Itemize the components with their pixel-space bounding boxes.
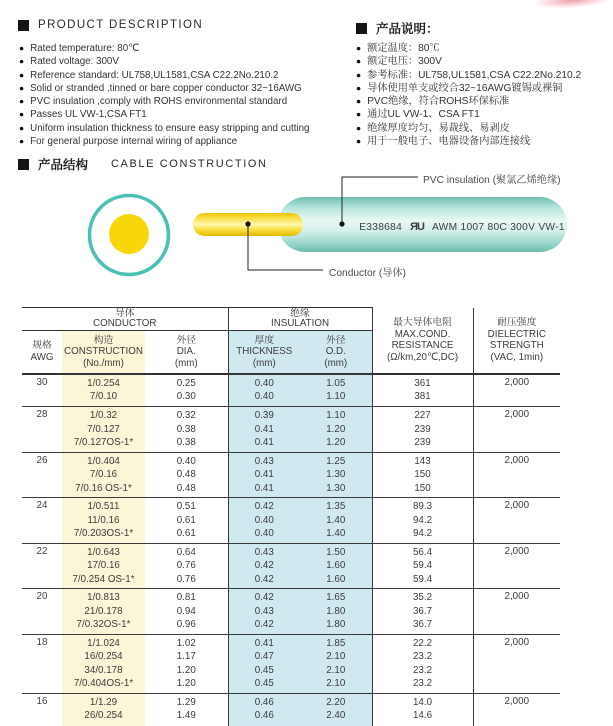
spec-item-text: Rated voltage: 300V	[30, 55, 119, 68]
spec-item	[356, 55, 581, 68]
column-header-dia	[145, 331, 228, 374]
conductor-leader-dot	[245, 221, 250, 226]
ul-recognized-icon: ЯU	[410, 221, 424, 233]
cell-line: 7/0.203OS-1*	[62, 527, 145, 541]
column-header-thickness	[228, 331, 300, 374]
spec-item	[19, 135, 310, 148]
cell-line: 0.38	[145, 436, 228, 450]
cell-line: 22.2	[373, 637, 473, 651]
cell-line: 7/0.32OS-1*	[62, 618, 145, 632]
header-line: 构造	[62, 335, 145, 347]
header-line: (VAC, 1min)	[474, 352, 561, 364]
cell-line: 23.2	[373, 650, 473, 664]
cell-line: 0.41	[229, 637, 301, 651]
cell-line: 0.40	[229, 514, 301, 528]
bullet-icon: ●	[356, 55, 361, 68]
spec-item	[19, 108, 310, 121]
cell-line: 7/0.16	[62, 468, 145, 482]
cell-line: 1/0.404	[62, 455, 145, 469]
construction-cell	[62, 693, 145, 726]
spec-item-text: 额定电压：300V	[367, 55, 442, 68]
bullet-icon: ●	[19, 55, 24, 68]
cell-line: 2.10	[300, 650, 372, 664]
cell-line: 2.10	[300, 664, 372, 678]
dielectric-cell: 2,000	[473, 634, 560, 693]
bullet-icon: ●	[19, 95, 24, 108]
section-square-icon	[356, 23, 367, 34]
spec-item	[356, 108, 581, 121]
header-line: 外径	[145, 335, 228, 347]
cell-line: 7/0.404OS-1*	[62, 677, 145, 691]
resistance-cell	[372, 407, 473, 453]
dielectric-cell: 2,000	[473, 693, 560, 726]
cell-line: 1.85	[300, 637, 372, 651]
cell-line: 381	[373, 390, 473, 404]
bullet-icon: ●	[356, 82, 361, 95]
cell-line: 36.7	[373, 618, 473, 632]
awg-cell: 28	[22, 407, 62, 453]
spec-item-text: Reference standard: UL758,UL1581,CSA C22.2No.210.2	[30, 69, 278, 82]
resistance-cell	[372, 543, 473, 589]
cell-line: 1.40	[300, 514, 372, 528]
product-description-title: PRODUCT DESCRIPTION	[38, 19, 203, 31]
cell-line: 0.42	[229, 500, 301, 514]
spec-item	[19, 95, 310, 108]
bullet-icon: ●	[356, 108, 361, 121]
cell-line: 227	[373, 409, 473, 423]
dielectric-cell: 2,000	[473, 407, 560, 453]
cell-line: 21/0.178	[62, 605, 145, 619]
spec-item	[19, 42, 310, 55]
cell-line: 1.29	[145, 696, 228, 710]
cell-line: 0.38	[145, 423, 228, 437]
product-description-title-zh: 产品说明：	[376, 19, 439, 37]
cell-line: 0.41	[229, 482, 301, 496]
spec-item-text: 导体使用单支或绞合32~16AWG镀锡或裸铜	[367, 82, 562, 95]
cross-section-conductor-core	[109, 214, 149, 254]
cell-line: 0.40	[229, 377, 301, 391]
cell-line: 7/0.127OS-1*	[62, 436, 145, 450]
column-header-construction	[62, 331, 145, 374]
spec-item-text: 额定温度：80℃	[367, 42, 439, 55]
cell-line: 1/0.254	[62, 377, 145, 391]
spec-item-text: Passes UL VW-1,CSA FT1	[30, 108, 147, 121]
header-line: 导体	[22, 309, 228, 320]
resistance-cell	[372, 374, 473, 407]
header-line: (mm)	[145, 358, 228, 370]
od-cell	[300, 543, 372, 589]
spec-item	[356, 82, 581, 95]
cell-line: 11/0.16	[62, 514, 145, 528]
resistance-cell	[372, 452, 473, 498]
cell-line: 1.65	[300, 591, 372, 605]
cell-line: 26/0.254	[62, 709, 145, 723]
cell-line: 94.2	[373, 514, 473, 528]
spec-table-head	[22, 308, 560, 374]
cell-line: 0.76	[145, 573, 228, 587]
conductor-label: Conductor (导体)	[329, 264, 406, 279]
spec-item-text: 用于一般电子、电器设备内部连接线	[367, 135, 530, 148]
dia-cell	[145, 589, 228, 635]
thickness-cell	[228, 452, 300, 498]
cell-line: 16/0.254	[62, 650, 145, 664]
cell-line: 1/0.32	[62, 409, 145, 423]
cell-line: 1.20	[300, 423, 372, 437]
cell-line: 1.20	[145, 664, 228, 678]
dia-cell	[145, 543, 228, 589]
bullet-icon: ●	[19, 82, 24, 95]
header-line: 绝缘	[229, 309, 372, 320]
dielectric-cell: 2,000	[473, 543, 560, 589]
dia-cell	[145, 693, 228, 726]
cell-line: 1.20	[300, 436, 372, 450]
cell-line: 239	[373, 423, 473, 437]
column-header-dielectric	[473, 308, 560, 374]
resistance-cell	[372, 634, 473, 693]
spec-item	[356, 135, 581, 148]
product-description-list-en	[19, 42, 310, 148]
spec-item-text: 通过UL VW-1、CSA FT1	[367, 108, 480, 121]
cell-line: 1/0.643	[62, 546, 145, 560]
spec-item	[356, 95, 581, 108]
cell-line: 0.96	[145, 618, 228, 632]
cell-line: 0.48	[145, 468, 228, 482]
bullet-icon: ●	[356, 135, 361, 148]
spec-item	[356, 69, 581, 82]
header-line: DIELECTRIC	[474, 329, 561, 341]
spec-item-text: PVC绝缘，符合ROHS环保标准	[367, 95, 509, 108]
cell-line: 2.10	[300, 677, 372, 691]
section-square-icon	[18, 20, 29, 31]
cable-print-marking	[348, 221, 576, 233]
cell-line: 0.64	[145, 546, 228, 560]
product-description-header	[18, 19, 203, 31]
cell-line: 1.30	[300, 482, 372, 496]
cell-line: 0.43	[229, 605, 301, 619]
od-cell	[300, 374, 372, 407]
cable-construction-title-zh: 产品结构	[38, 155, 88, 173]
dia-cell	[145, 634, 228, 693]
od-cell	[300, 693, 372, 726]
thickness-cell	[228, 374, 300, 407]
bullet-icon: ●	[356, 42, 361, 55]
cell-line: 2.20	[300, 696, 372, 710]
cell-line: 1/0.511	[62, 500, 145, 514]
cell-line: 0.42	[229, 573, 301, 587]
cell-line: 2.40	[300, 709, 372, 723]
cell-line: 1.49	[145, 709, 228, 723]
spec-table-body	[22, 374, 560, 726]
thickness-cell	[228, 693, 300, 726]
cell-line: 1.17	[145, 650, 228, 664]
cell-line: 0.42	[229, 591, 301, 605]
header-line: STRENGTH	[474, 340, 561, 352]
cell-line: 56.4	[373, 546, 473, 560]
product-description-header-zh	[356, 19, 439, 37]
table-row	[22, 374, 560, 407]
bullet-icon: ●	[19, 108, 24, 121]
cell-line: 7/0.16 OS-1*	[62, 482, 145, 496]
bullet-icon: ●	[356, 122, 361, 135]
spec-item	[19, 55, 310, 68]
table-group-header-row	[22, 308, 560, 331]
cell-line: 1/1.024	[62, 637, 145, 651]
spec-item	[356, 122, 581, 135]
cell-line: 1.10	[300, 409, 372, 423]
cell-line: 1.20	[145, 677, 228, 691]
cell-line: 1.60	[300, 573, 372, 587]
header-line: RESISTANCE	[373, 340, 473, 352]
thickness-cell	[228, 407, 300, 453]
cell-line: 143	[373, 455, 473, 469]
table-row	[22, 634, 560, 693]
header-line: CONDUCTOR	[22, 319, 228, 330]
cell-line: 1.60	[300, 559, 372, 573]
cell-line: 0.41	[229, 436, 301, 450]
cell-line: 150	[373, 482, 473, 496]
thickness-cell	[228, 589, 300, 635]
cell-line: 0.81	[145, 591, 228, 605]
cell-line: 23.2	[373, 664, 473, 678]
bullet-icon: ●	[19, 135, 24, 148]
table-row	[22, 589, 560, 635]
header-line: CONSTRUCTION	[62, 346, 145, 358]
cell-line: 1.35	[300, 500, 372, 514]
construction-cell	[62, 374, 145, 407]
cell-line: 0.42	[229, 618, 301, 632]
od-cell	[300, 589, 372, 635]
cell-line: 17/0.16	[62, 559, 145, 573]
spec-item	[19, 122, 310, 135]
cell-line: 23.2	[373, 677, 473, 691]
construction-cell	[62, 543, 145, 589]
product-description-list-zh	[356, 42, 581, 148]
awg-cell: 30	[22, 374, 62, 407]
spec-item-text: For general purpose internal wiring of appliance	[30, 135, 237, 148]
cell-line: 0.46	[229, 696, 301, 710]
dielectric-cell: 2,000	[473, 452, 560, 498]
od-cell	[300, 498, 372, 544]
cell-line: 0.48	[145, 482, 228, 496]
table-row	[22, 452, 560, 498]
construction-cell	[62, 452, 145, 498]
thickness-cell	[228, 634, 300, 693]
cell-line: 1/1.29	[62, 696, 145, 710]
group-insulation	[228, 308, 372, 331]
cell-line: 59.4	[373, 559, 473, 573]
cell-line: 0.41	[229, 423, 301, 437]
awg-cell: 18	[22, 634, 62, 693]
cell-line: 0.61	[145, 514, 228, 528]
cell-line: 1/0.813	[62, 591, 145, 605]
cell-line: 0.61	[145, 527, 228, 541]
header-line: 外径	[300, 335, 372, 347]
cell-line: 34/0.178	[62, 664, 145, 678]
pvc-insulation-leader-dot	[339, 221, 344, 226]
cell-line: 0.40	[145, 455, 228, 469]
awg-cell: 24	[22, 498, 62, 544]
spec-item-text: Uniform insulation thickness to ensure easy stripping and cutting	[30, 122, 309, 135]
cable-spec-marking: AWM 1007 80C 300V VW-1	[432, 222, 565, 233]
cell-line: 1.05	[300, 377, 372, 391]
bullet-icon: ●	[356, 69, 361, 82]
cell-line: 0.42	[229, 559, 301, 573]
column-header-resistance	[372, 308, 473, 374]
header-line: (mm)	[229, 358, 301, 370]
header-line: 厚度	[229, 335, 301, 347]
cell-line: 239	[373, 436, 473, 450]
spec-table	[22, 307, 560, 726]
cell-line: 0.45	[229, 677, 301, 691]
dia-cell	[145, 452, 228, 498]
construction-cell	[62, 407, 145, 453]
resistance-cell	[372, 693, 473, 726]
cell-line: 0.25	[145, 377, 228, 391]
resistance-cell	[372, 498, 473, 544]
header-line: O.D.	[300, 346, 372, 358]
header-line: THICKNESS	[229, 346, 301, 358]
cell-line: 361	[373, 377, 473, 391]
cell-line: 14.0	[373, 696, 473, 710]
awg-cell: 16	[22, 693, 62, 726]
cell-line: 94.2	[373, 527, 473, 541]
cell-line: 89.3	[373, 500, 473, 514]
cell-line: 36.7	[373, 605, 473, 619]
cell-line: 0.30	[145, 390, 228, 404]
header-line: 耐压强度	[474, 317, 561, 329]
resistance-cell	[372, 589, 473, 635]
bullet-icon: ●	[19, 69, 24, 82]
spec-item	[356, 42, 581, 55]
awg-cell: 26	[22, 452, 62, 498]
header-line: (Ω/km,20℃,DC)	[373, 352, 473, 364]
dia-cell	[145, 407, 228, 453]
header-line: (No./mm)	[62, 358, 145, 370]
construction-cell	[62, 634, 145, 693]
spec-item-text: PVC insulation ,comply with ROHS environmental standard	[30, 95, 287, 108]
od-cell	[300, 452, 372, 498]
thickness-cell	[228, 543, 300, 589]
thickness-cell	[228, 498, 300, 544]
bullet-icon: ●	[356, 95, 361, 108]
bullet-icon: ●	[19, 122, 24, 135]
group-conductor	[22, 308, 228, 331]
cell-line: 7/0.127	[62, 423, 145, 437]
spec-item-text: 绝缘厚度均匀、易裁线、易剥皮	[367, 122, 510, 135]
cell-line: 0.40	[229, 390, 301, 404]
spec-item-text: Solid or stranded ,tinned or bare copper conductor 32~16AWG	[30, 82, 302, 95]
cell-line: 0.39	[229, 409, 301, 423]
cell-line: 59.4	[373, 573, 473, 587]
dia-cell	[145, 374, 228, 407]
awg-cell: 22	[22, 543, 62, 589]
dielectric-cell: 2,000	[473, 589, 560, 635]
dia-cell	[145, 498, 228, 544]
header-line: INSULATION	[229, 319, 372, 330]
cell-line: 7/0.10	[62, 390, 145, 404]
header-line: DIA.	[145, 346, 228, 358]
spec-item	[19, 69, 310, 82]
partial-logo	[533, 0, 613, 11]
cell-line: 14.6	[373, 709, 473, 723]
cell-line: 0.45	[229, 664, 301, 678]
header-line: (mm)	[300, 358, 372, 370]
cell-line: 7/0.254 OS-1*	[62, 573, 145, 587]
awg-cell: 20	[22, 589, 62, 635]
cell-line: 0.94	[145, 605, 228, 619]
od-cell	[300, 634, 372, 693]
cell-line: 0.43	[229, 455, 301, 469]
cell-line: 0.51	[145, 500, 228, 514]
dielectric-cell: 2,000	[473, 498, 560, 544]
cell-line: 1.30	[300, 468, 372, 482]
cell-line: 1.50	[300, 546, 372, 560]
cell-line: 1.40	[300, 527, 372, 541]
spec-item-text: 参考标准：UL758,UL1581,CSA C22.2No.210.2	[367, 69, 581, 82]
cell-line: 1.10	[300, 390, 372, 404]
cell-line: 0.32	[145, 409, 228, 423]
spec-item-text: Rated temperature: 80℃	[30, 42, 139, 55]
construction-cell	[62, 498, 145, 544]
cell-line: 1.25	[300, 455, 372, 469]
column-header-od	[300, 331, 372, 374]
cell-line: 150	[373, 468, 473, 482]
construction-cell	[62, 589, 145, 635]
spec-item	[19, 82, 310, 95]
table-row	[22, 693, 560, 726]
cell-line: 1.80	[300, 618, 372, 632]
od-cell	[300, 407, 372, 453]
cell-line: 0.43	[229, 546, 301, 560]
header-line: 规格	[22, 340, 62, 352]
header-line: 最大导体电阻	[373, 317, 473, 329]
cell-line: 1.80	[300, 605, 372, 619]
cell-line: 0.40	[229, 527, 301, 541]
table-row	[22, 498, 560, 544]
cell-line: 0.46	[229, 709, 301, 723]
dielectric-cell: 2,000	[473, 374, 560, 407]
pvc-insulation-label: PVC insulation (聚氯乙烯绝缘)	[423, 171, 561, 186]
bullet-icon: ●	[19, 42, 24, 55]
cable-construction-title-en: CABLE CONSTRUCTION	[111, 158, 268, 170]
cell-line: 0.47	[229, 650, 301, 664]
cell-line: 0.41	[229, 468, 301, 482]
cell-line: 1.02	[145, 637, 228, 651]
table-row	[22, 407, 560, 453]
column-header-awg	[22, 331, 62, 374]
ul-file-number: E338684	[359, 222, 402, 233]
cell-line: 0.76	[145, 559, 228, 573]
table-row	[22, 543, 560, 589]
header-line: MAX.COND.	[373, 329, 473, 341]
header-line: AWG	[22, 352, 62, 364]
cell-line: 35.2	[373, 591, 473, 605]
